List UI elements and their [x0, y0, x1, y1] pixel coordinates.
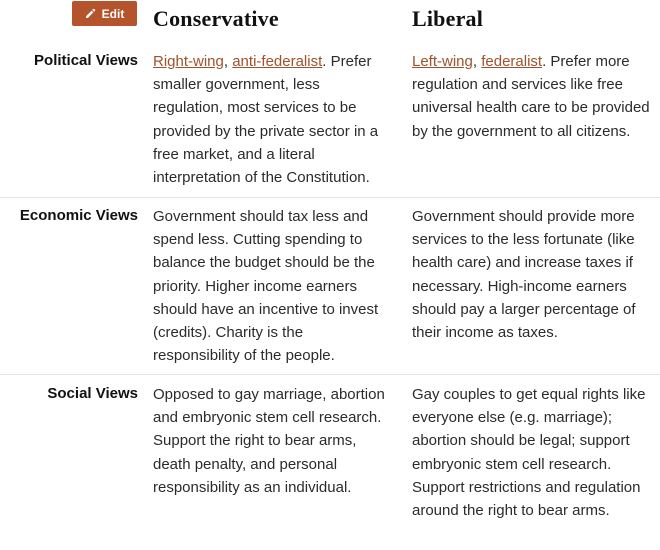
link-separator: ,	[472, 53, 482, 70]
cell-social-liberal: Gay couples to get equal rights like everyone else (e.g. marriage); abortion should be legal; support embryonic stem cell research. Support restrictions and regulation around the right to bear arms.	[412, 386, 646, 520]
link-separator: ,	[223, 53, 233, 70]
row-divider	[0, 197, 660, 198]
cell-economic-conservative: Government should tax less and spend less. Cutting spending to balance the budget should be the priority. Higher income earners should have an incentive to invest (credits). Charity is the responsibility of the people.	[153, 208, 379, 365]
column-header-conservative: Conservative	[153, 6, 279, 31]
cell-social-conservative: Opposed to gay marriage, abortion and embryonic stem cell research. Support the right to bear arms, death penalty, and personal responsibility as an individual.	[153, 386, 385, 496]
cell-political-liberal	[412, 50, 656, 143]
link-left-wing[interactable]: Left-wing	[412, 53, 473, 70]
cell-text: . Prefer smaller government, less regulation, most services to be provided by the private sector in a free market, and a literal interpretation of the Constitution.	[153, 53, 379, 187]
link-federalist[interactable]: federalist	[481, 53, 543, 70]
cell-text: . Prefer more regulation and services like free universal health care to be provided by the government to all citizens.	[412, 53, 650, 140]
cell-economic-liberal: Government should provide more services to the less fortunate (like health care) and increase taxes if necessary. High-income earners should pay a larger percentage of their income as taxes.	[412, 208, 636, 342]
row-label-economic-views: Economic Views	[19, 207, 138, 224]
pencil-icon	[85, 8, 96, 19]
column-header-liberal: Liberal	[412, 6, 484, 31]
row-divider	[0, 374, 660, 375]
row-label-political-views: Political Views	[34, 52, 138, 69]
edit-label: Edit	[101, 6, 125, 21]
edit-button[interactable]	[72, 1, 137, 26]
row-label-social-views: Social Views	[47, 385, 138, 402]
link-right-wing[interactable]: Right-wing	[153, 53, 224, 70]
cell-political-conservative	[153, 50, 393, 189]
link-anti-federalist[interactable]: anti-federalist	[232, 53, 323, 70]
